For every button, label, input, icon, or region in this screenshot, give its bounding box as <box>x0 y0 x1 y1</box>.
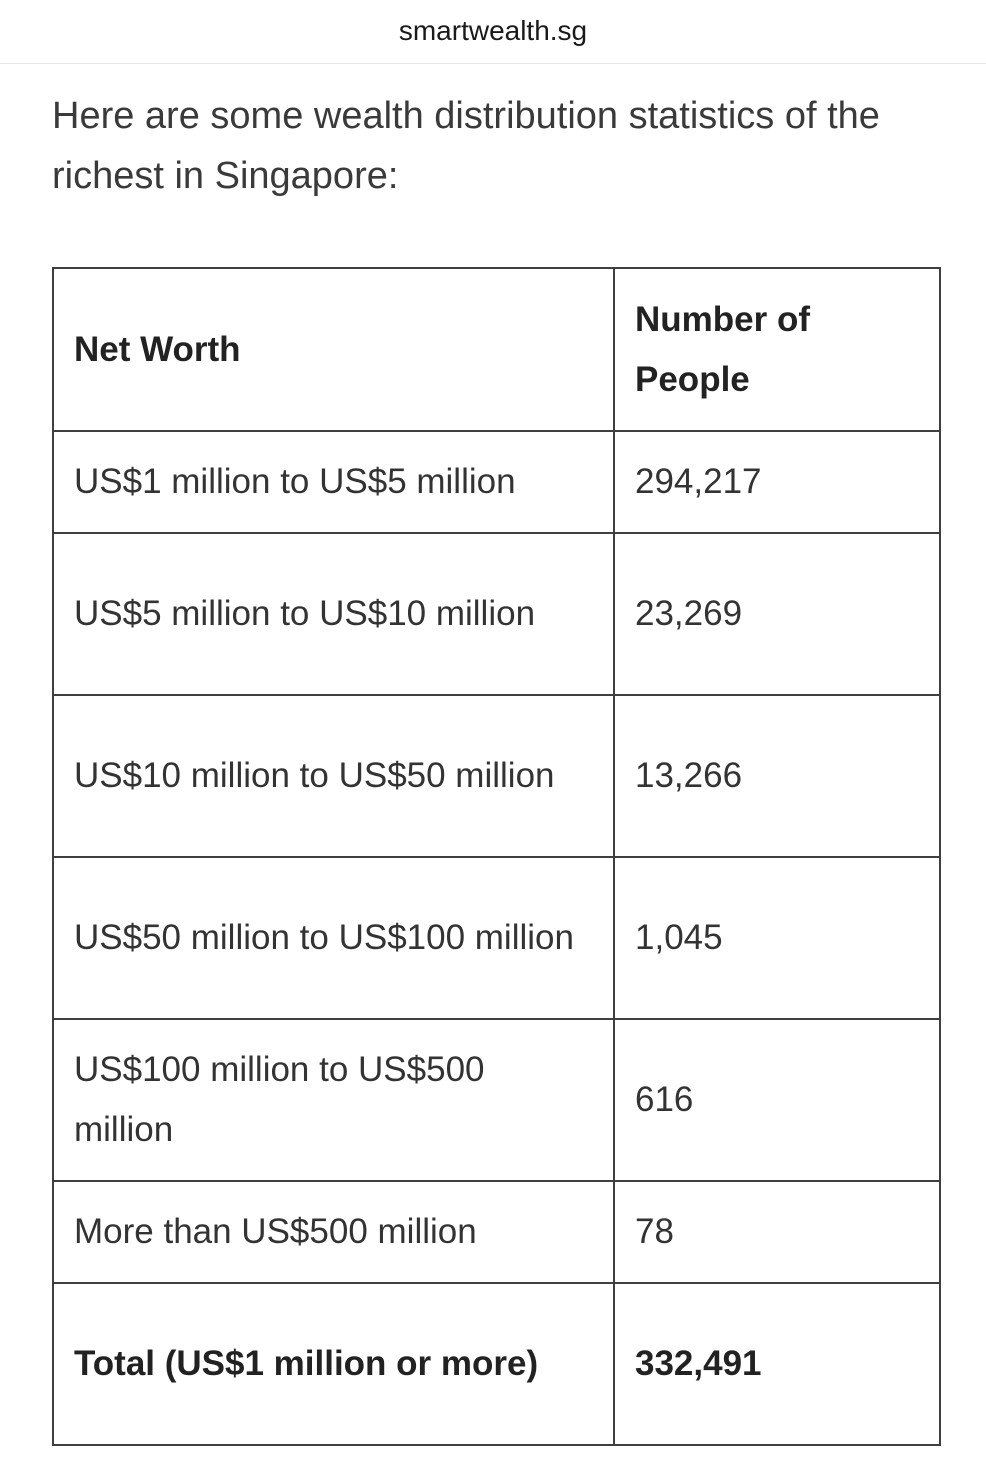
net-worth-cell: US$100 million to US$500 million <box>53 1019 614 1181</box>
table-row <box>53 533 940 695</box>
people-count-cell: 1,045 <box>614 857 940 1019</box>
column-header-number-of-people: Number of People <box>614 268 940 431</box>
table-row <box>53 695 940 857</box>
people-count-cell: 78 <box>614 1181 940 1283</box>
people-count-cell: 23,269 <box>614 533 940 695</box>
net-worth-cell: US$10 million to US$50 million <box>53 695 614 857</box>
table-row <box>53 857 940 1019</box>
net-worth-cell: US$50 million to US$100 million <box>53 857 614 1019</box>
net-worth-cell: US$5 million to US$10 million <box>53 533 614 695</box>
people-count-cell: 616 <box>614 1019 940 1181</box>
people-count-cell: 13,266 <box>614 695 940 857</box>
table-total-row <box>53 1283 940 1445</box>
table-row <box>53 1181 940 1283</box>
table-row <box>53 431 940 533</box>
total-people-count-cell: 332,491 <box>614 1283 940 1445</box>
site-domain[interactable]: smartwealth.sg <box>398 14 588 46</box>
intro-paragraph: Here are some wealth distribution statistics of the richest in Singapore: <box>52 95 880 197</box>
total-net-worth-cell: Total (US$1 million or more) <box>53 1283 614 1445</box>
table-row <box>53 1019 940 1181</box>
people-count-cell: 294,217 <box>614 431 940 533</box>
net-worth-cell: US$1 million to US$5 million <box>53 431 614 533</box>
table-header-row <box>53 268 940 431</box>
browser-address-bar[interactable] <box>0 0 986 64</box>
column-header-net-worth: Net Worth <box>53 268 614 431</box>
wealth-distribution-table <box>52 267 941 1446</box>
net-worth-cell: More than US$500 million <box>53 1181 614 1283</box>
